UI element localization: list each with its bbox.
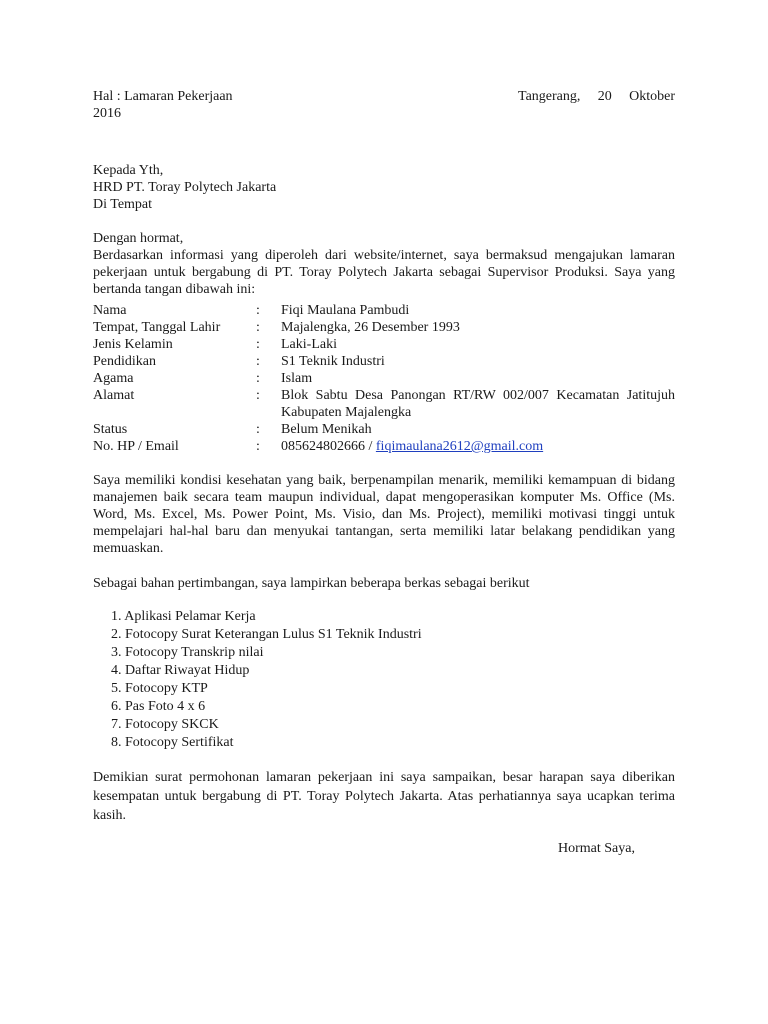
opening-paragraph: Berdasarkan informasi yang diperoleh dari website/internet, saya bermaksud mengajukan lamaran pekerjaan untuk bergabung di PT. Toray Polytech Jakarta sebagai Supervisor Produksi. Saya yang bertanda tangan dibawah ini:	[93, 248, 675, 297]
field-colon: :	[256, 337, 260, 352]
list-item: 7. Fotocopy SKCK	[111, 717, 219, 732]
date-year: 2016	[93, 106, 121, 121]
field-row-contact	[93, 438, 675, 455]
list-item: 3. Fotocopy Transkrip nilai	[111, 645, 264, 660]
field-label: Alamat	[93, 388, 135, 403]
list-item: 2. Fotocopy Surat Keterangan Lulus S1 Teknik Industri	[111, 627, 422, 642]
field-row-education	[93, 353, 675, 370]
recipient-line: Kepada Yth,	[93, 163, 164, 178]
greeting: Dengan hormat,	[93, 231, 184, 246]
field-colon: :	[256, 439, 260, 454]
signoff: Hormat Saya,	[558, 841, 635, 856]
list-item: 1. Aplikasi Pelamar Kerja	[111, 609, 256, 624]
list-item: 8. Fotocopy Sertifikat	[111, 735, 234, 750]
field-colon: :	[256, 303, 260, 318]
contact-value	[281, 438, 675, 455]
field-label: Status	[93, 422, 128, 437]
field-value: Belum Menikah	[281, 422, 372, 437]
field-label: No. HP / Email	[93, 439, 179, 454]
subject-line: Hal : Lamaran Pekerjaan	[93, 89, 233, 104]
field-colon: :	[256, 320, 260, 335]
field-colon: :	[256, 371, 260, 386]
list-item: 5. Fotocopy KTP	[111, 681, 208, 696]
letter-page	[93, 88, 675, 825]
field-colon: :	[256, 354, 260, 369]
recipient-place: Di Tempat	[93, 197, 153, 212]
qualification-paragraph: Saya memiliki kondisi kesehatan yang baik, berpenampilan menarik, memiliki kemampuan di bidang manajemen baik secara team maupun individual, dapat mengoperasikan komputer Ms. Office (Ms. Word, Ms. Excel, Ms. Power Point, Ms. Visio, dan Ms. Project), memiliki motivasi tinggi untuk mempelajari hal-hal baru dan menyukai tantangan, serta memiliki latar belakang pendidikan yang memuaskan.	[93, 473, 675, 556]
field-row-religion	[93, 370, 675, 387]
field-label: Pendidikan	[93, 354, 156, 369]
field-value: Islam	[281, 371, 313, 386]
field-colon: :	[256, 422, 260, 437]
recipient-block	[93, 162, 675, 213]
field-label: Nama	[93, 303, 127, 318]
date-line: Tangerang, 20 Oktober	[518, 89, 675, 104]
list-item: 4. Daftar Riwayat Hidup	[111, 663, 250, 678]
field-value: Laki-Laki	[281, 337, 337, 352]
field-value: Blok Sabtu Desa Panongan RT/RW 002/007 Kecamatan Jatitujuh Kabupaten Majalengka	[281, 388, 675, 420]
recipient-company: HRD PT. Toray Polytech Jakarta	[93, 180, 277, 195]
list-item: 6. Pas Foto 4 x 6	[111, 699, 206, 714]
field-label: Agama	[93, 371, 134, 386]
identity-table	[93, 302, 675, 455]
field-value: Fiqi Maulana Pambudi	[281, 303, 410, 318]
field-row-birth	[93, 319, 675, 336]
field-row-status	[93, 421, 675, 438]
closing-paragraph: Demikian surat permohonan lamaran pekerjaan ini saya sampaikan, besar harapan saya diberikan kesempatan untuk bergabung di PT. Toray Polytech Jakarta. Atas perhatiannya saya ucapkan terima kasih.	[93, 770, 675, 823]
field-row-name	[93, 302, 675, 319]
field-colon: :	[256, 388, 260, 403]
email-link[interactable]: fiqimaulana2612@gmail.com	[375, 439, 544, 454]
attachments-list	[93, 608, 675, 751]
letter-header	[93, 88, 675, 105]
field-value: S1 Teknik Industri	[281, 354, 385, 369]
field-label: Jenis Kelamin	[93, 337, 173, 352]
field-row-address	[93, 387, 675, 421]
field-row-gender	[93, 336, 675, 353]
field-value: Majalengka, 26 Desember 1993	[281, 320, 460, 335]
attachments-intro: Sebagai bahan pertimbangan, saya lampirkan beberapa berkas sebagai berikut	[93, 576, 530, 591]
field-label: Tempat, Tanggal Lahir	[93, 320, 221, 335]
phone-number: 085624802666 /	[281, 439, 373, 454]
